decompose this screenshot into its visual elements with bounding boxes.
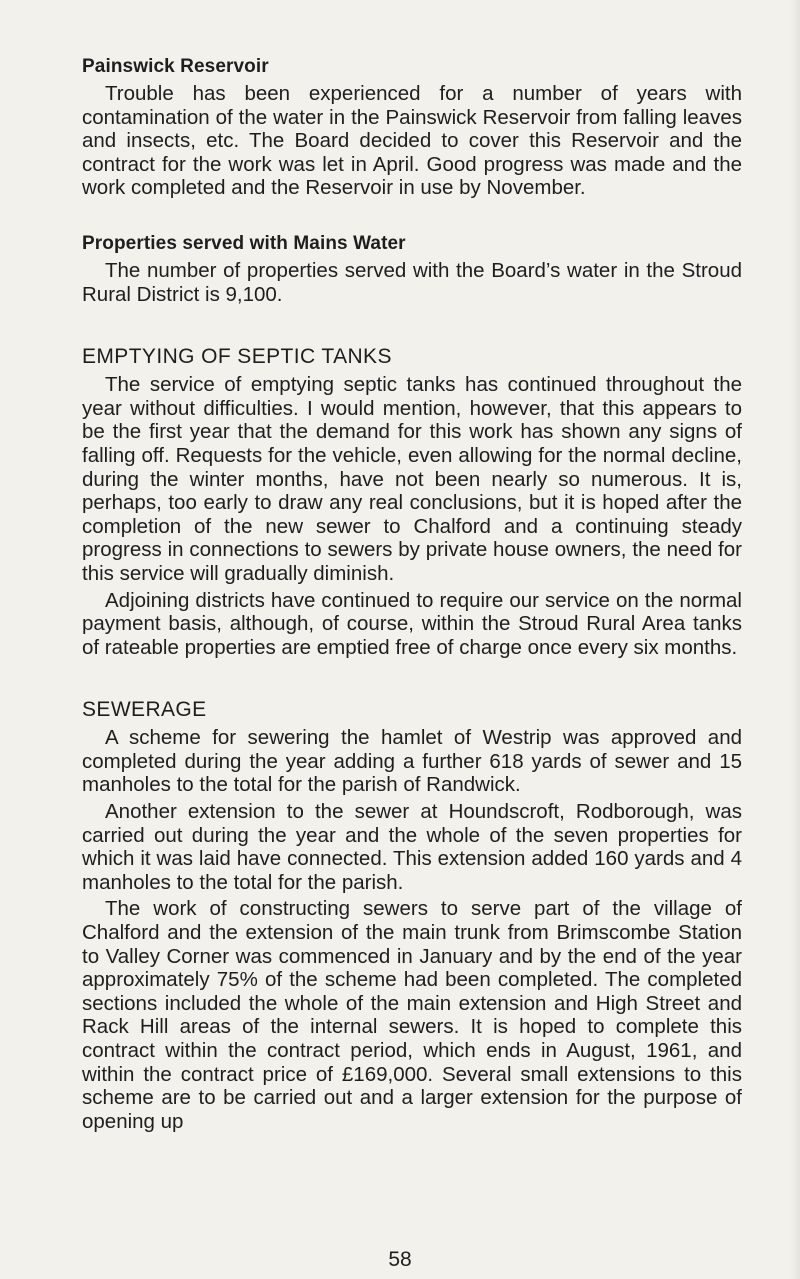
paragraph-sewerage-1: A scheme for sewering the hamlet of Westrip was approved and completed during the year adding a further 618 yards of sewer and 15 manholes to the total for the parish of Randwick. (82, 726, 742, 797)
paragraph-sewerage-3: The work of constructing sewers to serve part of the village of Chalford and the extension of the main trunk from Brimscombe Station to Valley Corner was commenced in January and by the end of the year approximately 75% of the scheme had been completed. The completed sections included the whole of the main extension and High Street and Rack Hill areas of the internal sewers. It is hoped to complete this contract within the contract period, which ends in August, 1961, and within the contract price of £169,000. Several small extensions to this scheme are to be carried out and a larger extension for the purpose of opening up (82, 897, 742, 1133)
paragraph-painswick: Trouble has been experienced for a number of years with contamination of the water in the Painswick Reservoir from falling leaves and insects, etc. The Board decided to cover this Reservoir and the contract for the work was let in April. Good progress was made and the work completed and the Reservoir in use by November. (82, 82, 742, 200)
paragraph-properties: The number of properties served with the Board’s water in the Stroud Rural District is 9,100. (82, 258, 742, 306)
heading-emptying-septic-tanks: EMPTYING OF SEPTIC TANKS (82, 345, 392, 369)
paragraph-sewerage-2: Another extension to the sewer at Houndscroft, Rodborough, was carried out during the year and the whole of the seven properties for which it was laid have connected. This extension added 160 yards and 4 manholes to the total for the parish. (82, 800, 742, 894)
document-page (82, 56, 742, 1136)
heading-properties-served: Properties served with Mains Water (82, 232, 406, 254)
paragraph-septic-1: The service of emptying septic tanks has continued throughout the year without difficulties. I would mention, however, that this appears to be the first year that the demand for this work has shown any signs of falling off. Requests for the vehicle, even allowing for the normal decline, during the winter months, have not been nearly so numerous. It is, perhaps, too early to draw any real conclusions, but it is hoped after the completion of the new sewer to Chalford and a continuing steady progress in connections to sewers by private house owners, the need for this service will gradually diminish. (82, 373, 742, 585)
heading-painswick-reservoir: Painswick Reservoir (82, 56, 269, 77)
paragraph-septic-2: Adjoining districts have continued to require our service on the normal payment basis, although, of course, within the Stroud Rural Area tanks of rateable properties are emptied free of charge once every six months. (82, 588, 742, 659)
page-number: 58 (388, 1248, 412, 1271)
page-edge-shadow (790, 0, 800, 1279)
heading-sewerage: SEWERAGE (82, 698, 207, 722)
